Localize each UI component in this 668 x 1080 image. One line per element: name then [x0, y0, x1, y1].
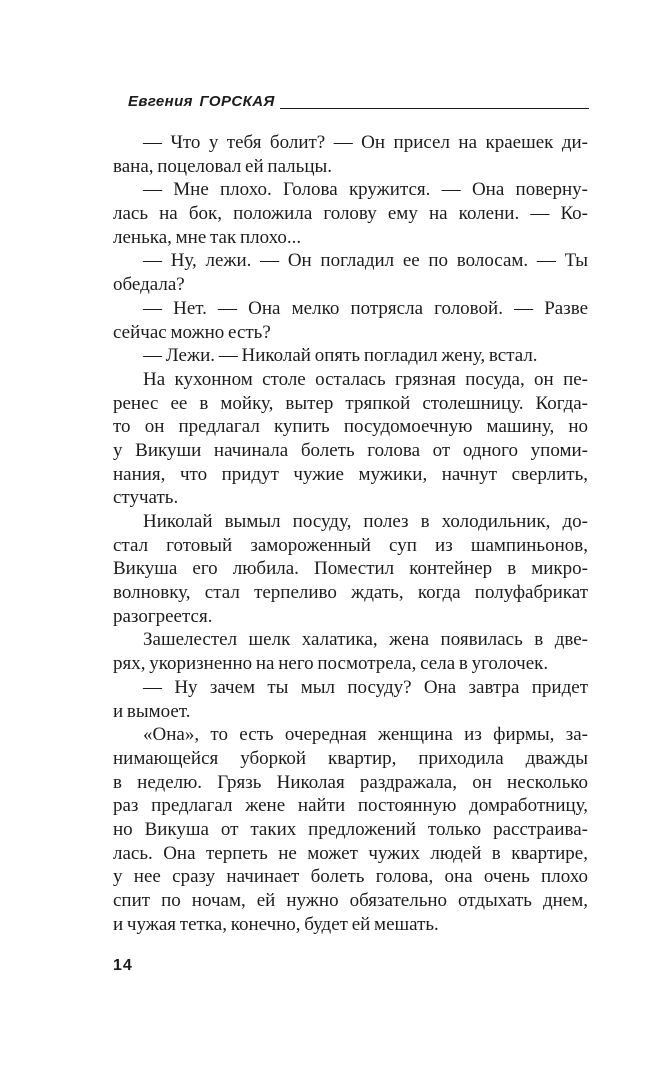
paragraph	[113, 510, 588, 628]
paragraph	[113, 297, 588, 344]
paragraph	[113, 344, 588, 368]
text-line: у нее сразу начинает болеть голова, она очень плохо	[113, 866, 588, 888]
text-line: Николай вымыл посуду, полез в холодильник, до-	[143, 511, 588, 532]
text-line: — Нет. — Она мелко потрясла головой. — Разве	[143, 297, 588, 319]
text-line: На кухонном столе осталась грязная посуда, он пе-	[143, 368, 588, 390]
text-line: лась на бок, положила голову ему на колени. — Ко-	[113, 203, 588, 225]
text-line: ленька, мне так плохо...	[113, 226, 302, 248]
text-line: — Ну зачем ты мыл посуду? Она завтра придет	[143, 676, 588, 698]
text-line: обедала?	[113, 274, 185, 296]
text-line: и вымоет.	[113, 700, 191, 722]
paragraph	[113, 723, 588, 936]
text-line: стучать.	[113, 487, 179, 509]
text-line: — Лежи. — Николай опять погладил жену, встал.	[143, 345, 538, 367]
text-line: спит по ночам, ей нужно обязательно отдыхать днем,	[113, 890, 588, 911]
text-line: раз предлагал жене найти постоянную домработницу,	[113, 795, 588, 817]
text-line: нания, что придут чужие мужики, начнут сверлить,	[113, 463, 588, 485]
text-line: у Викуши начинала болеть голова от одного упоми-	[113, 439, 588, 461]
paragraph	[113, 628, 588, 675]
text-line: вана, поцеловал ей пальцы.	[113, 155, 333, 177]
text-line: сейчас можно есть?	[113, 321, 271, 343]
text-line: то он предлагал купить посудомоечную машину, но	[113, 416, 588, 438]
text-line: нимающейся уборкой квартир, приходила дважды	[113, 747, 588, 769]
text-line: ренес ее в мойку, вытер тряпкой столешницу. Когда-	[113, 392, 588, 414]
page-header	[128, 94, 589, 109]
paragraph	[113, 676, 588, 723]
text-line: разогреется.	[113, 605, 213, 627]
text-line: Зашелестел шелк халатика, жена появилась в две-	[143, 629, 588, 651]
paragraph	[113, 249, 588, 296]
page-number: 14	[113, 957, 133, 974]
text-line: — Что у тебя болит? — Он присел на краешек ди-	[143, 132, 588, 153]
text-line: но Викуша от таких предложений только расстраива-	[113, 818, 588, 840]
text-line: стал готовый замороженный суп из шампиньонов,	[113, 534, 588, 556]
author-name: Евгения ГОРСКАЯ	[128, 93, 275, 110]
text-line: рях, укоризненно на него посмотрела, села в уголочек.	[113, 653, 549, 675]
text-line: и чужая тетка, конечно, будет ей мешать.	[113, 913, 439, 935]
text-line: «Она», то есть очередная женщина из фирмы, за-	[143, 724, 588, 746]
text-line: в неделю. Грязь Николая раздражала, он несколько	[113, 771, 588, 793]
text-block	[113, 131, 588, 936]
paragraph	[113, 178, 588, 249]
text-line: — Мне плохо. Голова кружится. — Она поверну-	[143, 179, 588, 201]
paragraph	[113, 131, 588, 178]
text-line: лась. Она терпеть не может чужих людей в квартире,	[113, 842, 588, 864]
text-line: волновку, стал терпеливо ждать, когда полуфабрикат	[113, 582, 588, 604]
header-rule	[280, 108, 589, 109]
text-line: — Ну, лежи. — Он погладил ее по волосам. — Ты	[143, 250, 588, 272]
paragraph	[113, 368, 588, 510]
text-line: Викуша его любила. Поместил контейнер в микро-	[113, 558, 588, 580]
